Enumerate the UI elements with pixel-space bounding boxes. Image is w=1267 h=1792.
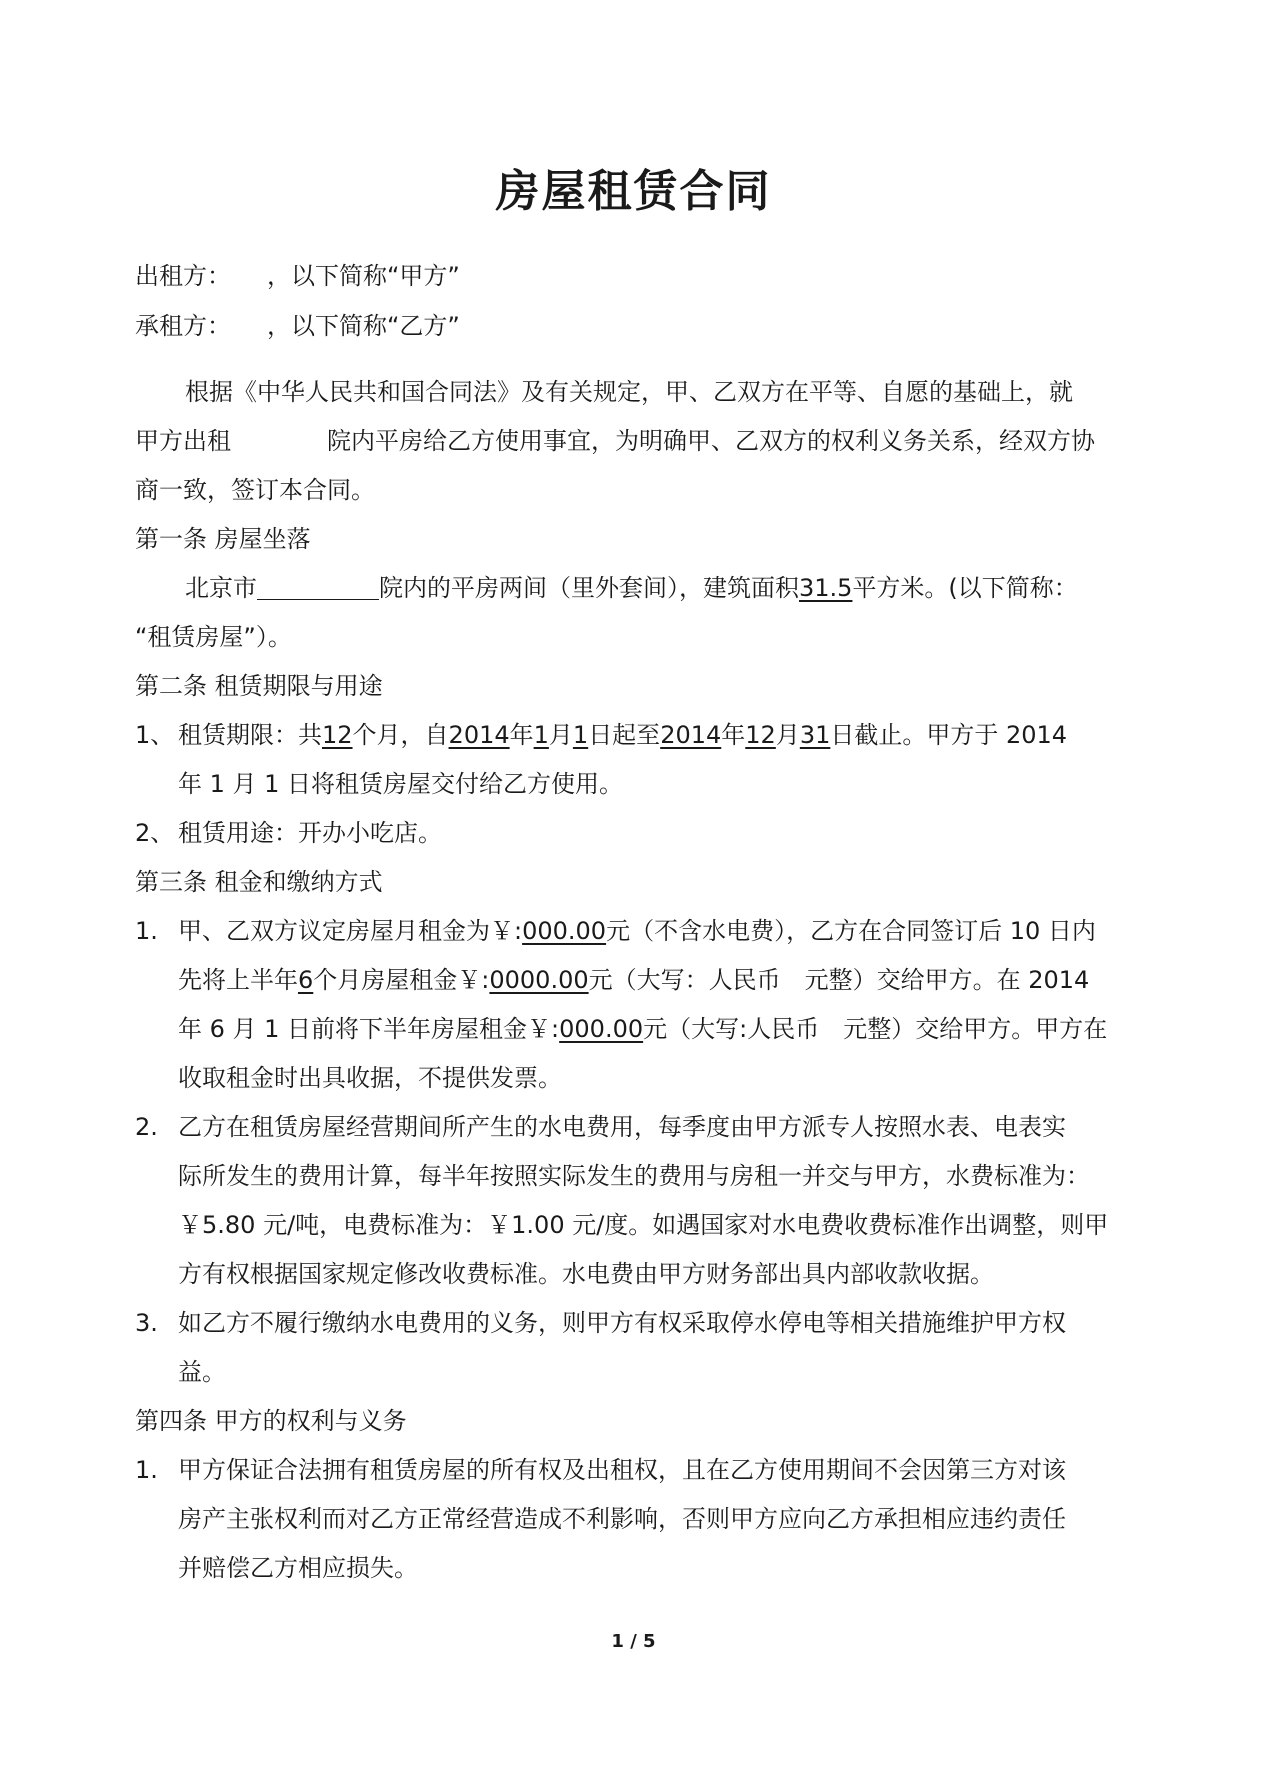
item-number: 3.: [135, 1309, 158, 1337]
article-3-item-3-cont: 益。: [178, 1358, 226, 1386]
end-month: 12: [745, 721, 776, 749]
address-blank: [257, 573, 379, 600]
article-3-item-2: 乙方在租赁房屋经营期间所产生的水电费用，每季度由甲方派专人按照水表、电表实: [178, 1113, 1066, 1141]
text: 平方米。(以下简称：: [852, 574, 1078, 602]
article-2-item-1-cont: 年 1 月 1 日将租赁房屋交付给乙方使用。: [178, 770, 624, 798]
text: 年: [509, 721, 534, 749]
text: 个月房屋租金￥:: [313, 966, 490, 994]
preamble-line: 根据《中华人民共和国合同法》及有关规定，甲、乙双方在平等、自愿的基础上，就: [185, 378, 1073, 406]
text: 月: [548, 721, 573, 749]
article-3-item-3: 如乙方不履行缴纳水电费用的义务，则甲方有权采取停水停电等相关措施维护甲方权: [178, 1309, 1066, 1337]
text: 院内的平房两间（里外套间），建筑面积: [379, 574, 799, 602]
document-title: 房屋租赁合同: [495, 166, 772, 217]
article-4-item-1: 甲方保证合法拥有租赁房屋的所有权及出租权，且在乙方使用期间不会因第三方对该: [178, 1456, 1066, 1484]
second-half-rent: 000.00: [559, 1015, 644, 1043]
article-3-item-2-cont: 际所发生的费用计算，每半年按照实际发生的费用与房租一并交与甲方，水费标准为：: [178, 1162, 1090, 1190]
text: 北京市: [185, 574, 257, 602]
page-number: 1 / 5: [611, 1631, 656, 1652]
article-3-item-1: [178, 915, 1096, 947]
lessor-line: 出租方： ，以下简称“甲方”: [135, 262, 460, 290]
start-day: 1: [572, 721, 589, 749]
text: 元（大写：人民币 元整）交给甲方。在 2014: [588, 966, 1090, 994]
end-day: 31: [799, 721, 831, 749]
monthly-rent: 000.00: [522, 917, 607, 945]
article-3-item-1-cont: [178, 1013, 1107, 1045]
half-months: 6: [298, 966, 314, 994]
article-1-line: “租赁房屋”）。: [135, 623, 292, 651]
first-half-rent: 0000.00: [489, 966, 589, 994]
text: 甲、乙双方议定房屋月租金为￥:: [178, 917, 523, 945]
article-4-heading: 第四条 甲方的权利与义务: [135, 1407, 407, 1435]
text: 日起至: [588, 721, 661, 749]
text: 月: [775, 721, 800, 749]
item-number: 1.: [135, 1456, 158, 1484]
article-2-heading: 第二条 租赁期限与用途: [135, 672, 383, 700]
article-3-item-2-cont: 方有权根据国家规定修改收费标准。水电费由甲方财务部出具内部收款收据。: [178, 1260, 994, 1288]
item-number: 2、: [135, 819, 175, 847]
article-3-item-1-cont: 收取租金时出具收据，不提供发票。: [178, 1064, 562, 1092]
text: 元（不含水电费），乙方在合同签订后 10 日内: [606, 917, 1096, 945]
text: 个月，自: [352, 721, 449, 749]
area-value: 31.5: [799, 574, 853, 602]
start-month: 1: [533, 721, 549, 749]
preamble-line: 甲方出租 院内平房给乙方使用事宜，为明确甲、乙双方的权利义务关系，经双方协: [135, 427, 1095, 455]
article-4-item-1-cont: 并赔偿乙方相应损失。: [178, 1554, 418, 1582]
article-1-line: [185, 572, 1078, 604]
start-year: 2014: [448, 721, 510, 749]
text: 年 6 月 1 日前将下半年房屋租金￥:: [178, 1015, 560, 1043]
text: 年: [721, 721, 746, 749]
article-2-item-1: [178, 719, 1067, 751]
item-number: 1.: [135, 917, 158, 945]
text: 元（大写:人民币 元整）交给甲方。甲方在: [643, 1015, 1108, 1043]
months-value: 12: [322, 721, 353, 749]
article-3-item-2-cont: ￥5.80 元/吨，电费标准为：￥1.00 元/度。如遇国家对水电费收费标准作出调整，则甲: [178, 1211, 1109, 1239]
article-1-heading: 第一条 房屋坐落: [135, 525, 311, 553]
article-2-item-2: 租赁用途：开办小吃店。: [178, 819, 442, 847]
item-number: 1、: [135, 721, 175, 749]
article-3-item-1-cont: [178, 964, 1089, 996]
lessee-line: 承租方： ，以下简称“乙方”: [135, 312, 460, 340]
item-number: 2.: [135, 1113, 158, 1141]
text: 租赁期限：共: [178, 721, 322, 749]
end-year: 2014: [660, 721, 722, 749]
text: 日截止。甲方于 2014: [830, 721, 1068, 749]
text: 先将上半年: [178, 966, 298, 994]
article-3-heading: 第三条 租金和缴纳方式: [135, 868, 383, 896]
article-4-item-1-cont: 房产主张权利而对乙方正常经营造成不利影响，否则甲方应向乙方承担相应违约责任: [178, 1505, 1066, 1533]
preamble-line: 商一致，签订本合同。: [135, 476, 375, 504]
